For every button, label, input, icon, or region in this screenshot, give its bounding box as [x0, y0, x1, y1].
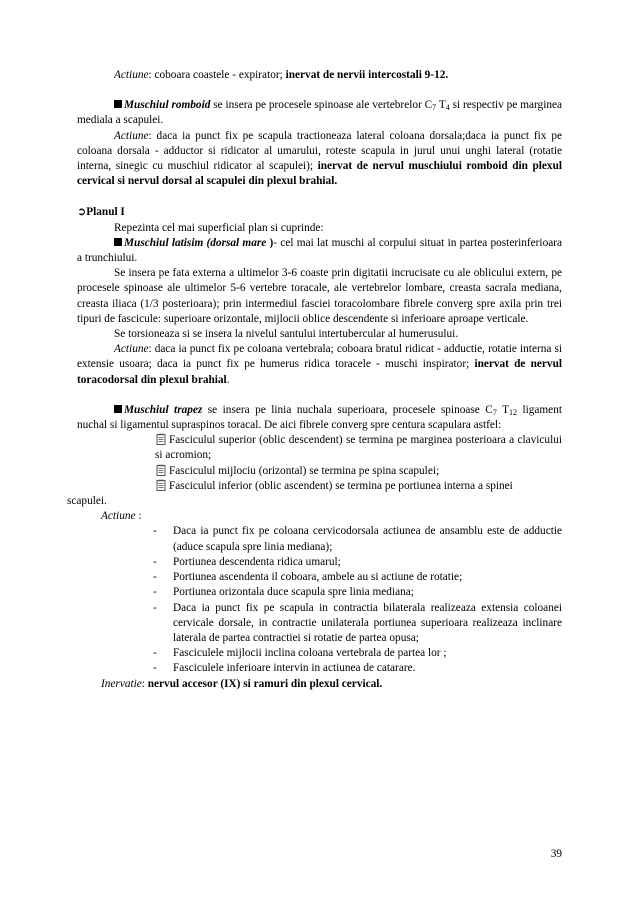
- notepad-icon: [155, 433, 167, 445]
- paragraph-romboid: Muschiul romboid se insera pe procesele spinoase ale vertebrelor $C_7$ $T_4$ si respectiv pe marginea mediala a scapulei.: [77, 99, 563, 127]
- action-item: - Fasciculele inferioare intervin in actiunea de catarare.: [153, 662, 416, 675]
- action-item: - Daca ia punct fix pe coloana cervicodorsala actiunea de ansamblu este de adductie (aduce scapula spre linia mediana);: [153, 525, 562, 553]
- trapez-inervatie: Inervatie: nervul accesor (IX) si ramuri din plexul cervical.: [101, 677, 383, 690]
- action-item: - Portiunea descendenta ridica umarul;: [153, 555, 341, 568]
- action-item: - Portiunea ascendenta il coboara, ambele au si actiune de rotatie;: [153, 571, 463, 584]
- paragraph-latisim: Muschiul latisim (dorsal mare )- cel mai lat muschi al corpului situat in partea posterinferioara a trunchiului.: [77, 236, 563, 265]
- paragraph-latisim-torsiune: Se torsioneaza si se insera la nivelul santului intertubercular al humerusului.: [114, 328, 459, 341]
- paragraph-latisim-actiune: Actiune: daca ia punct fix pe coloana vertebrala; coboara bratul ridicat - adductie, rotatie interna si extensie usoara; daca ia punct fix pe humerus ridica toracele - muschi inspirator; inervat de nervul toracodorsal din plexul brahial.: [77, 343, 562, 386]
- paragraph-actiune-intercostal: Actiune: coboara coastele - expirator; inervat de nervii intercostali 9-12.: [114, 69, 449, 81]
- fascicle-superior: Fasciculul superior (oblic descendent) se termina pe marginea posterioara a clavicului si acromion;: [155, 434, 562, 462]
- square-bullet-icon: [114, 100, 122, 108]
- paragraph-latisim-insertie: Se insera pe fata externa a ultimelor 3-6 coaste prin digitatii incrucisate cu ale oblicului extern, pe procesele spinoase ale ultimelor 5-6 vertebre toracale, ale vertebrelor lombare, creasta sacrala mediana, creasta iliaca (1/3 posterioara); prin intermediul fasciei toracolombare fibrele converg spre axila prin trei tipuri de fascicule: superioare orizontale, mijlocii oblice descendente si inferioare aproape verticale.: [77, 267, 562, 325]
- action-item: - Fasciculele mijlocii inclina coloana vertebrala de partea lor ;: [153, 647, 447, 660]
- heading-planul-i: ➲Planul I: [77, 205, 125, 219]
- notepad-icon: [155, 464, 167, 476]
- action-item: - Daca ia punct fix pe scapula in contractia bilaterala realizeaza extensia coloanei cervicale dorsale, in contractie unilaterala portiunea superioara realizeaza inclinare laterala de partea contractiei si rotatie de partea opusa;: [153, 601, 562, 644]
- right-arrow-icon: ➲: [77, 205, 87, 219]
- square-bullet-icon: [114, 238, 122, 246]
- page-number: 39: [550, 848, 562, 860]
- fascicle-mijlociu: Fasciculul mijlociu (orizontal) se termina pe spina scapulei;: [77, 464, 562, 479]
- paragraph-plan-intro: Repezinta cel mai superficial plan si cuprinde:: [114, 221, 324, 234]
- fascicle-inferior-cont: scapulei.: [67, 495, 107, 508]
- trapez-actiune-label: Actiune :: [101, 510, 142, 523]
- fascicle-inferior: Fasciculul inferior (oblic ascendent) se termina pe portiunea interna a spinei: [77, 479, 562, 494]
- square-bullet-icon: [114, 405, 122, 413]
- action-item: - Portiunea orizontala duce scapula spre linia mediana;: [153, 586, 414, 599]
- paragraph-trapez: Muschiul trapez se insera pe linia nuchala superioara, procesele spinoase $C_7$ $T_{12}$ ligament nuchal si ligamentul supraspinos toracal. De aici fibrele converg spre centura scapulara astfel:: [77, 403, 562, 432]
- notepad-icon: [155, 479, 167, 491]
- document-page: [67, 68, 563, 692]
- paragraph-romboid-actiune: Actiune: daca ia punct fix pe scapula tractioneaza lateral coloana dorsala;daca ia punct fix pe coloana dorsala - adductor si ridicator al umarului, roteste scapula in jurul unui unghi lateral (rotatie interna, sinegic cu muschiul ridicator al scapulei); inervat de nervul muschiului romboid din plexul cervical si nervul dorsal al scapulei din plexul brahial.: [77, 129, 562, 188]
